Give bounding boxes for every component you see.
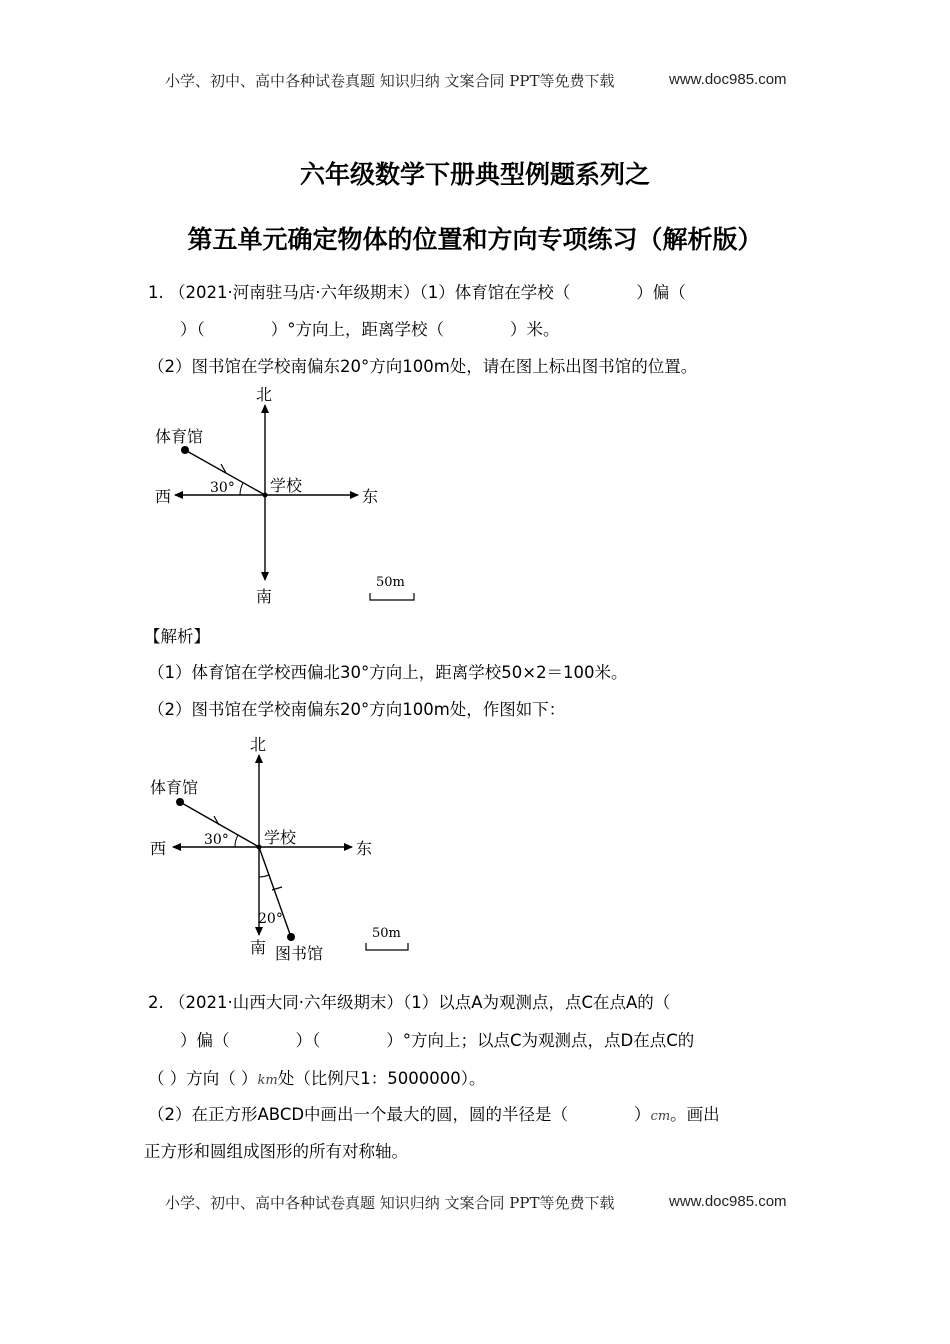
label-school: 学校 xyxy=(270,476,303,495)
label-west: 西 xyxy=(155,487,172,506)
label-north: 北 xyxy=(250,735,267,754)
label-scale: 50m xyxy=(376,575,405,590)
q2-line-3-b: 处（比例尺1：5000000）。 xyxy=(277,1069,486,1088)
unit-cm: cm xyxy=(650,1109,671,1124)
label-scale: 50m xyxy=(372,926,401,941)
label-library: 图书馆 xyxy=(275,944,324,963)
q2-line-4-b: 。画出 xyxy=(670,1105,720,1124)
label-north: 北 xyxy=(256,385,273,404)
q2-line-5: 正方形和圆组成图形的所有对称轴。 xyxy=(144,1142,408,1161)
gym-point xyxy=(181,446,189,454)
angle-arc-2 xyxy=(259,875,269,877)
school-point xyxy=(257,845,262,850)
title-line-1: 六年级数学下册典型例题系列之 xyxy=(299,160,650,189)
label-east: 东 xyxy=(356,839,373,858)
q1-line-3: （2）图书馆在学校南偏东20°方向100m处，请在图上标出图书馆的位置。 xyxy=(148,357,698,376)
label-gym: 体育馆 xyxy=(155,427,204,446)
q2-line-3 xyxy=(148,1065,485,1089)
direction-diagram-2 xyxy=(140,730,420,970)
analysis-tag: 【解析】 xyxy=(144,627,210,646)
scale-bar xyxy=(370,593,414,600)
q2-line-2: ）偏（ ）（ ）°方向上；以点C为观测点，点D在点C的 xyxy=(180,1031,695,1050)
label-west: 西 xyxy=(150,839,167,858)
analysis-line-1: （1）体育馆在学校西偏北30°方向上，距离学校50×2＝100米。 xyxy=(148,663,628,682)
title-line-2: 第五单元确定物体的位置和方向专项练习（解析版） xyxy=(187,225,763,254)
footer-text: 小学、初中、高中各种试卷真题 知识归纳 文案合同 PPT等免费下载 xyxy=(165,1194,615,1212)
library-point xyxy=(287,933,295,941)
gym-point xyxy=(176,798,184,806)
angle-arc-1 xyxy=(235,835,238,847)
label-angle-1: 30° xyxy=(204,832,229,848)
label-east: 东 xyxy=(362,487,379,506)
q1-line-2: ）（ ）°方向上，距离学校（ ）米。 xyxy=(180,320,560,339)
label-south: 南 xyxy=(256,587,273,606)
tick-mark xyxy=(214,816,219,825)
label-south: 南 xyxy=(250,938,267,957)
label-school: 学校 xyxy=(264,828,297,847)
header-text: 小学、初中、高中各种试卷真题 知识归纳 文案合同 PPT等免费下载 xyxy=(165,72,615,90)
unit-km: km xyxy=(257,1073,278,1088)
analysis-line-2: （2）图书馆在学校南偏东20°方向100m处，作图如下： xyxy=(148,700,566,719)
header-site[interactable]: www.doc985.com xyxy=(669,71,787,88)
q2-line-1: 2. （2021·山西大同·六年级期末）（1）以点A为观测点，点C在点A的（ xyxy=(148,993,671,1012)
footer-site[interactable]: www.doc985.com xyxy=(669,1193,787,1210)
q2-line-4 xyxy=(148,1101,720,1125)
q1-line-1: 1. （2021·河南驻马店·六年级期末）（1）体育馆在学校（ ）偏（ xyxy=(148,283,686,302)
scale-bar xyxy=(366,943,408,950)
q2-line-4-a: （2）在正方形ABCD中画出一个最大的圆，圆的半径是（ ） xyxy=(148,1105,651,1124)
school-point xyxy=(263,493,268,498)
angle-arc xyxy=(240,483,243,495)
label-gym: 体育馆 xyxy=(150,778,199,797)
direction-diagram-1 xyxy=(140,380,405,610)
label-angle-2: 20° xyxy=(258,911,283,927)
label-angle: 30° xyxy=(210,480,235,496)
q2-line-3-a: （ ）方向（ ） xyxy=(148,1069,258,1088)
